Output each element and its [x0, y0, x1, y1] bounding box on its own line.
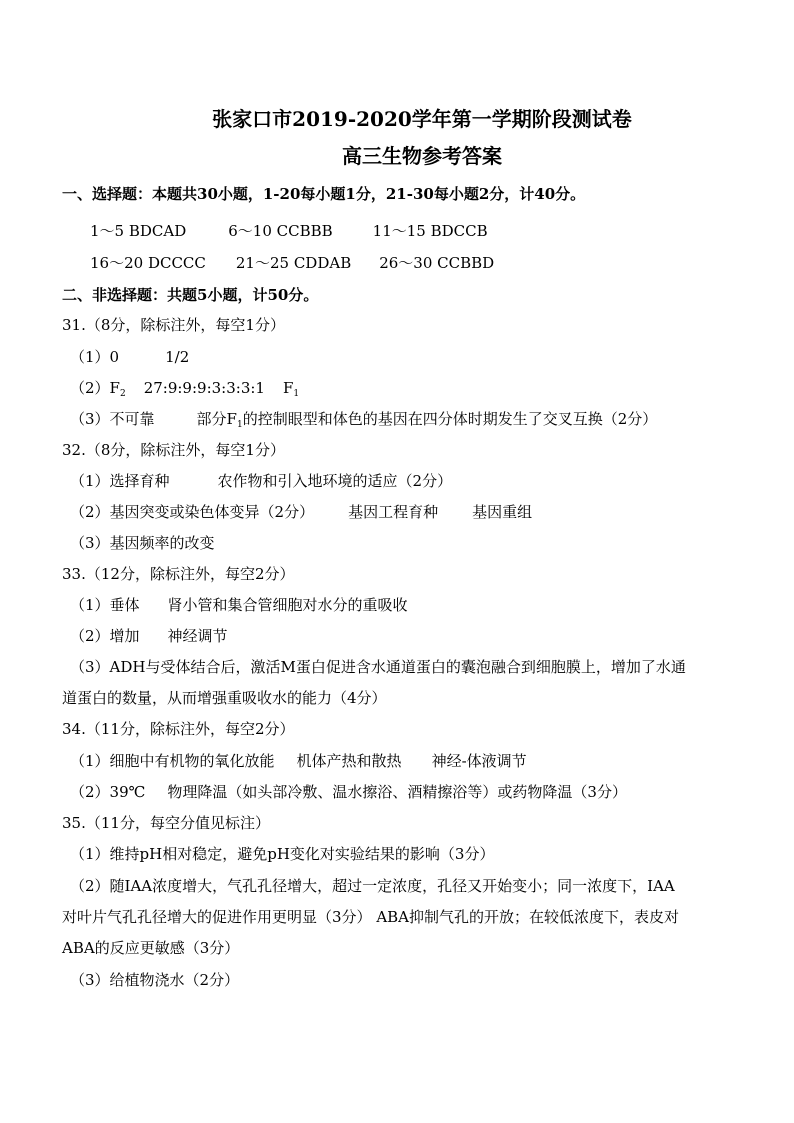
- answer-text: 基因重组: [472, 503, 533, 521]
- q35-answer-2-line2: 对叶片气孔孔径增大的促进作用更明显（3分） ABA抑制气孔的开放；在较低浓度下，表皮对: [62, 908, 680, 926]
- answer-text: 肾小管和集合管细胞对水分的重吸收: [167, 596, 408, 614]
- answer-text: 基因工程育种: [348, 503, 439, 521]
- answer-text: 的控制眼型和体色的基因在四分体时期发生了交叉互换（2分）: [242, 410, 658, 428]
- answer-text: （3）不可靠: [70, 410, 155, 428]
- q32-answer-1: [70, 471, 452, 491]
- page-title: 张家口市2019-2020学年第一学期阶段测试卷: [212, 107, 632, 131]
- question-32-head: 32.（8分，除标注外，每空1分）: [62, 441, 285, 459]
- answer-group: 21～25 CDDAB: [235, 254, 352, 272]
- answer-row-2: [90, 253, 494, 273]
- answer-text: （1）选择育种: [70, 472, 170, 490]
- answer-text: 神经-体液调节: [431, 752, 527, 770]
- subscript: 1: [293, 389, 300, 399]
- question-35-head: 35.（11分，每空分值见标注）: [62, 814, 270, 832]
- q35-answer-3: （3）给植物浇水（2分）: [70, 971, 240, 989]
- q35-answer-1: （1）维持pH相对稳定，避免pH变化对实验结果的影响（3分）: [70, 845, 495, 863]
- page-subtitle: 高三生物参考答案: [342, 144, 502, 168]
- answer-text: 1/2: [165, 348, 190, 366]
- q35-answer-2-line3: ABA的反应更敏感（3分）: [62, 939, 240, 957]
- answer-text: 部分F: [196, 410, 237, 428]
- q31-answer-1: [70, 347, 189, 367]
- answer-text: （1）0: [70, 348, 120, 366]
- answer-group: 16～20 DCCCC: [90, 254, 206, 272]
- subscript: 2: [119, 389, 126, 399]
- answer-text: （2）基因突变或染色体变异（2分）: [70, 503, 315, 521]
- q34-answer-2: [70, 782, 627, 802]
- answer-text: 农作物和引入地环境的适应（2分）: [217, 472, 453, 490]
- question-33-head: 33.（12分，除标注外，每空2分）: [62, 565, 295, 583]
- q32-answer-3: （3）基因频率的改变: [70, 534, 215, 552]
- answer-text: 机体产热和散热: [296, 752, 402, 770]
- q35-answer-2-line1: （2）随IAA浓度增大，气孔孔径增大，超过一定浓度，孔径又开始变小；同一浓度下，IAA: [70, 877, 675, 895]
- answer-group: 26～30 CCBBD: [379, 254, 495, 272]
- q34-answer-1: [70, 751, 527, 771]
- q33-answer-3-line1: （3）ADH与受体结合后，激活M蛋白促进含水通道蛋白的囊泡融合到细胞膜上，增加了水通: [70, 658, 686, 676]
- answer-text: （2）F: [70, 379, 120, 397]
- answer-text: F: [282, 379, 294, 397]
- answer-text: （2）增加: [70, 627, 140, 645]
- section-heading-nonchoice: 二、非选择题：共题5小题，计50分。: [62, 286, 319, 304]
- question-31-head: 31.（8分，除标注外，每空1分）: [62, 316, 285, 334]
- answer-text: （2）39℃: [70, 783, 146, 801]
- answer-text: （1）细胞中有机物的氧化放能: [70, 752, 275, 770]
- answer-group: 11～15 BDCCB: [372, 222, 488, 240]
- answer-group: 1～5 BDCAD: [90, 222, 187, 240]
- ratio-text: 27:9:9:9:3:3:3:1: [143, 379, 265, 397]
- question-34-head: 34.（11分，除标注外，每空2分）: [62, 720, 295, 738]
- q33-answer-1: [70, 595, 408, 615]
- q32-answer-2: [70, 502, 532, 522]
- q33-answer-3-line2: 道蛋白的数量，从而增强重吸收水的能力（4分）: [62, 689, 387, 707]
- answer-text: 物理降温（如头部冷敷、温水擦浴、酒精擦浴等）或药物降温（3分）: [167, 783, 627, 801]
- answer-group: 6～10 CCBBB: [228, 222, 333, 240]
- subscript: 1: [236, 420, 243, 430]
- q33-answer-2: [70, 626, 228, 646]
- answer-text: 神经调节: [167, 627, 228, 645]
- answer-text: （1）垂体: [70, 596, 140, 614]
- q31-answer-3: [70, 409, 657, 435]
- section-heading-choice: 一、选择题：本题共30小题，1-20每小题1分，21-30每小题2分，计40分。: [62, 185, 586, 203]
- answer-row-1: [90, 221, 488, 241]
- q31-answer-2: [70, 378, 299, 404]
